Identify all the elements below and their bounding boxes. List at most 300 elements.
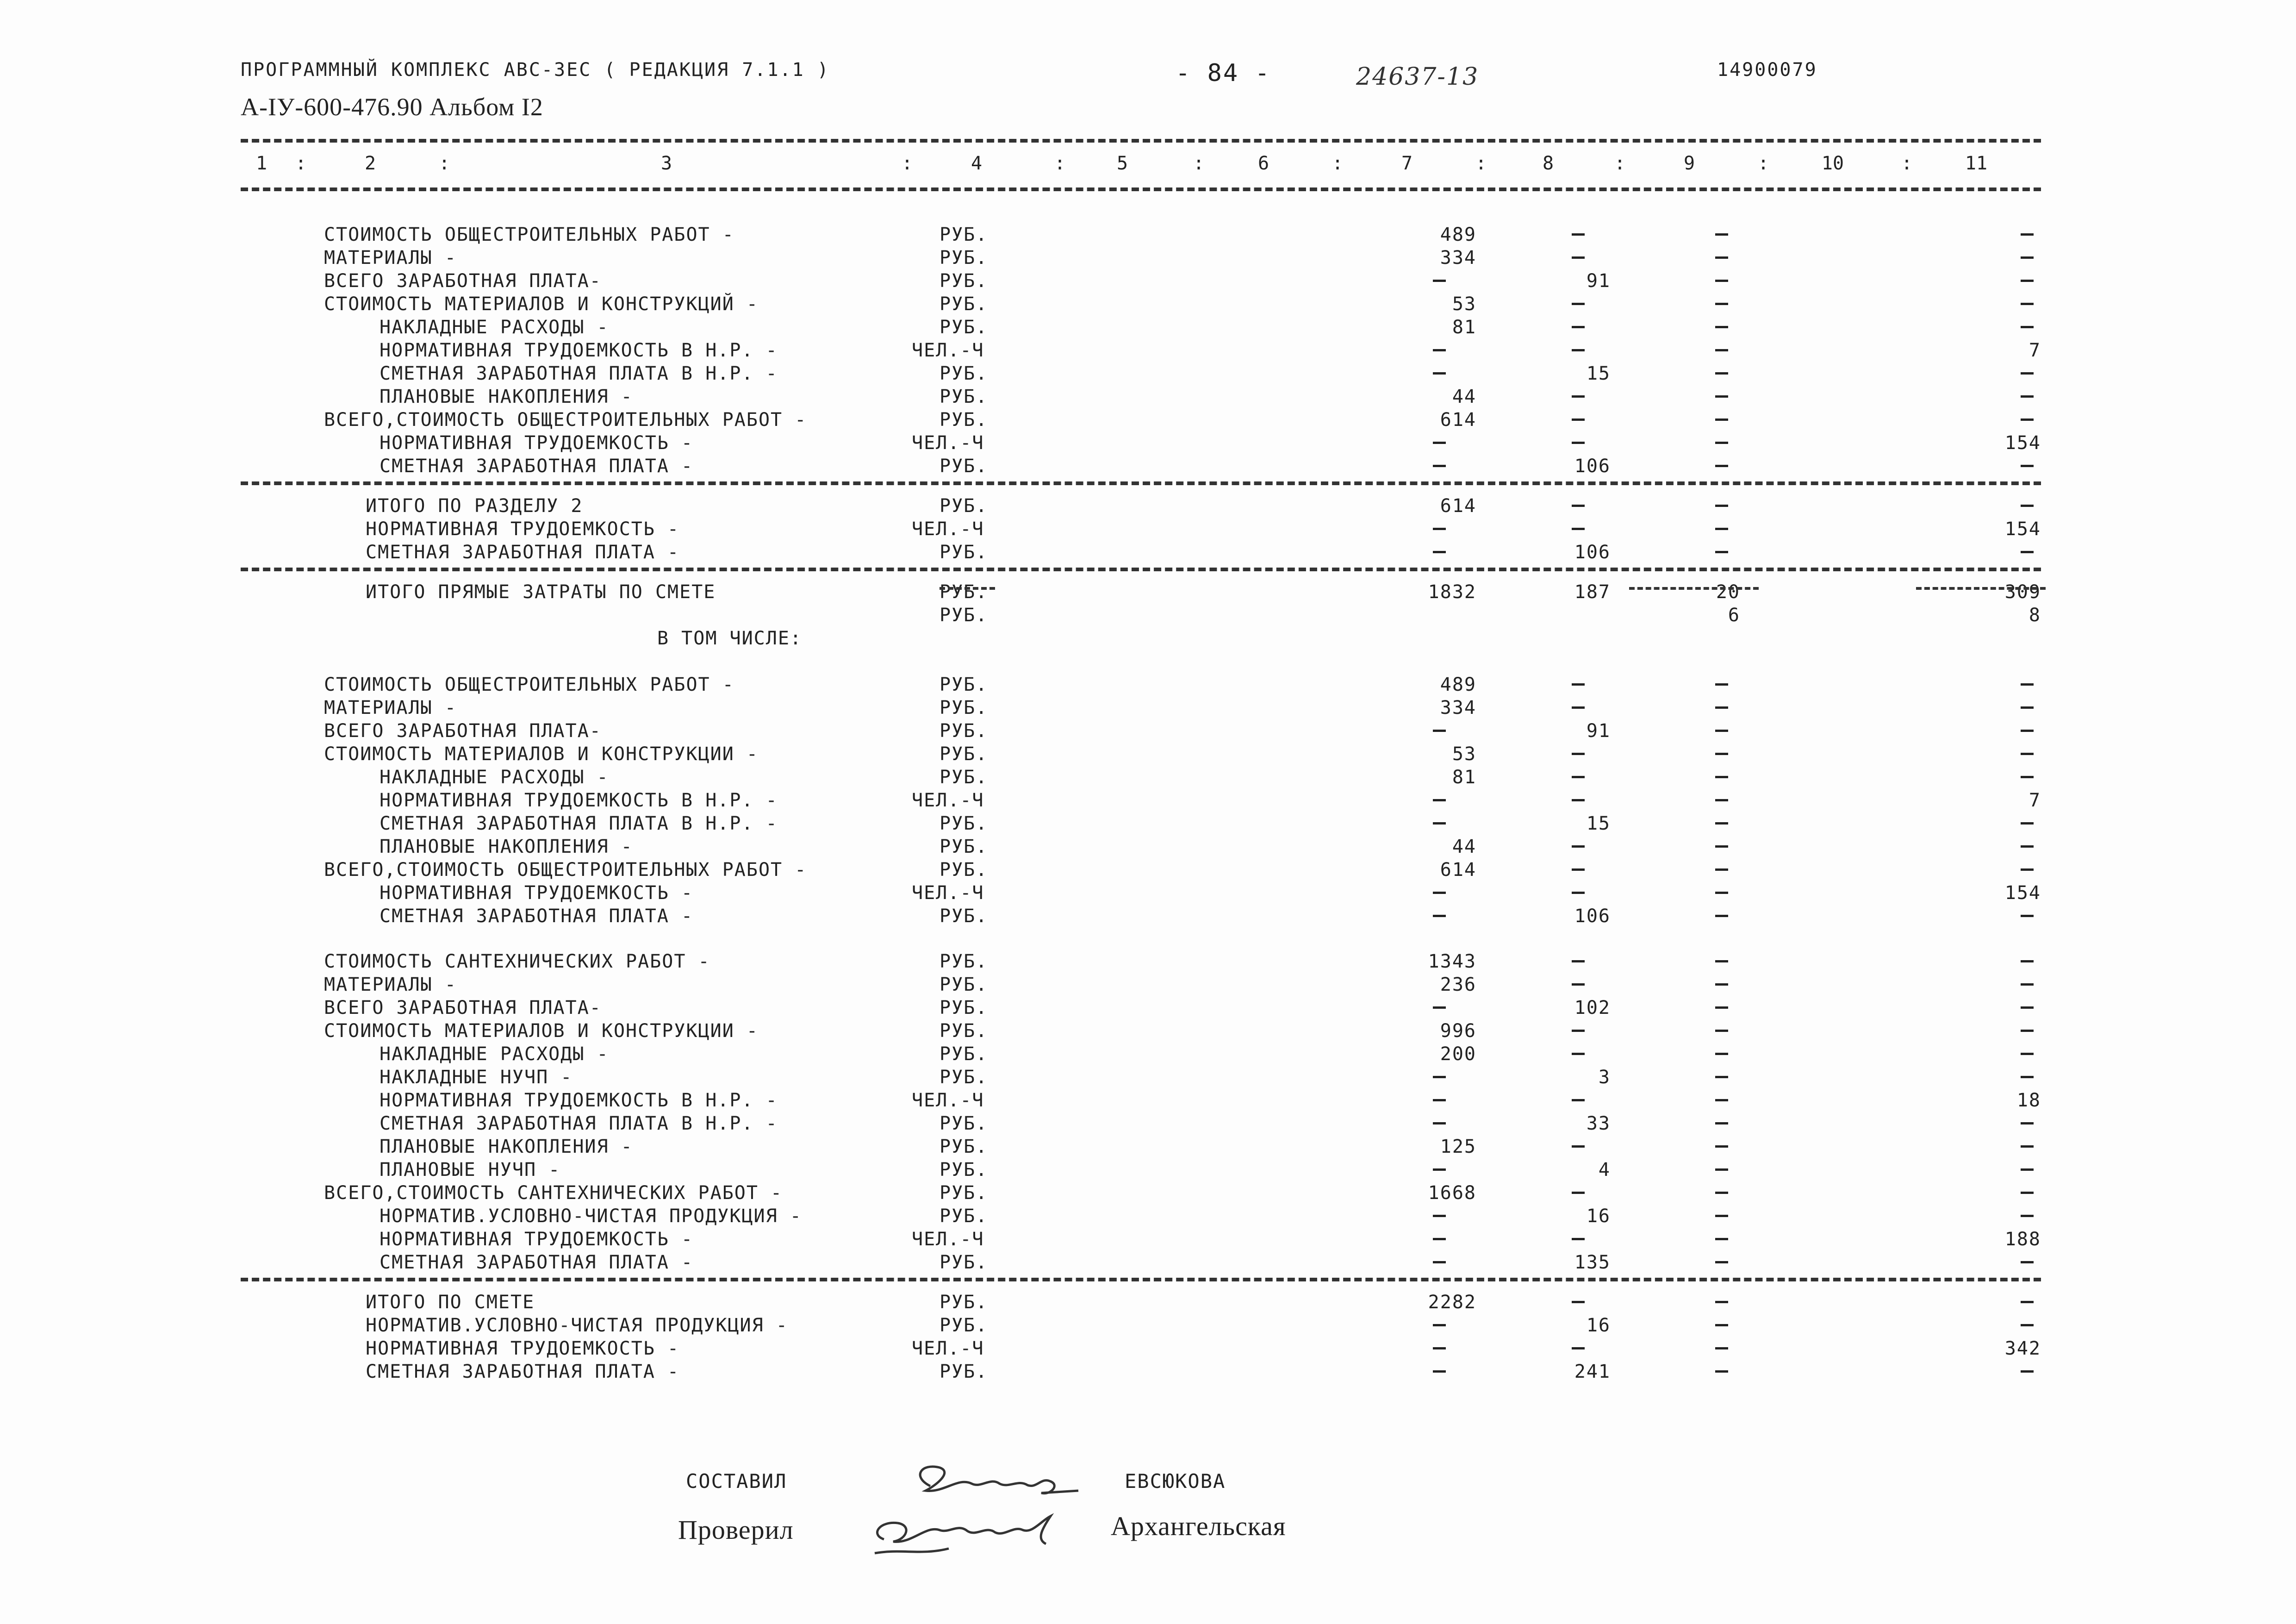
section-rule bbox=[241, 568, 2041, 571]
row-c11-dash bbox=[2021, 730, 2034, 732]
row-c9-dash bbox=[1715, 753, 1728, 755]
row-c11-dash bbox=[2021, 1053, 2034, 1055]
row-label: ВСЕГО,СТОИМОСТЬ ОБЩЕСТРОИТЕЛЬНЫХ РАБОТ - bbox=[324, 859, 807, 881]
sostavil-name: ЕВСЮКОВА bbox=[1125, 1470, 1226, 1493]
row-unit: РУБ. bbox=[940, 581, 988, 603]
column-number: 9 bbox=[1683, 153, 1695, 174]
row-c11: 154 bbox=[2004, 518, 2041, 540]
row-c8: 102 bbox=[1574, 997, 1611, 1018]
row-c8-dash bbox=[1572, 1238, 1585, 1240]
row-c7-dash bbox=[1433, 372, 1446, 375]
row-unit: РУБ. bbox=[940, 836, 988, 857]
row-c11-dash bbox=[2021, 753, 2034, 755]
row-c7: 614 bbox=[1440, 859, 1476, 881]
svg-text:Евсюкова: Евсюкова bbox=[902, 1458, 905, 1459]
row-label: НОРМАТИВНАЯ ТРУДОЕМКОСТЬ - bbox=[380, 432, 694, 454]
row-label: СМЕТНАЯ ЗАРАБОТНАЯ ПЛАТА - bbox=[380, 906, 694, 927]
row-c8-dash bbox=[1572, 799, 1585, 801]
row-label: НОРМАТИВНАЯ ТРУДОЕМКОСТЬ - bbox=[380, 882, 694, 904]
row-c9-dash bbox=[1715, 372, 1728, 375]
row-unit: ЧЕЛ.-Ч bbox=[912, 432, 984, 454]
row-c8-dash bbox=[1572, 256, 1585, 259]
row-unit: РУБ. bbox=[940, 1067, 988, 1088]
row-c8-dash bbox=[1572, 706, 1585, 709]
row-unit: РУБ. bbox=[940, 906, 988, 927]
column-separator: : bbox=[1332, 153, 1344, 174]
column-separator: : bbox=[438, 153, 450, 174]
column-separator: : bbox=[1901, 153, 1913, 174]
row-c8: 106 bbox=[1574, 906, 1611, 927]
row-c8: 106 bbox=[1574, 456, 1611, 477]
row-c11-dash bbox=[2021, 706, 2034, 709]
row-unit: РУБ. bbox=[940, 409, 988, 431]
row-c7-dash bbox=[1433, 1099, 1446, 1101]
row-c9-dash bbox=[1715, 1076, 1728, 1078]
row-c9-dash bbox=[1715, 1215, 1728, 1217]
row-unit: РУБ. bbox=[940, 605, 988, 626]
row-label: НОРМАТИВНАЯ ТРУДОЕМКОСТЬ В Н.Р. - bbox=[380, 790, 778, 811]
row-unit: РУБ. bbox=[940, 1113, 988, 1134]
row-c7-dash bbox=[1433, 1370, 1446, 1373]
row-label: НАКЛАДНЫЕ НУЧП - bbox=[380, 1067, 573, 1088]
row-c9-dash bbox=[1715, 280, 1728, 282]
row-c7: 334 bbox=[1440, 247, 1476, 269]
row-c7: 44 bbox=[1452, 386, 1476, 407]
row-c11-dash bbox=[2021, 1168, 2034, 1171]
row-c7-dash bbox=[1433, 892, 1446, 894]
row-c8-dash bbox=[1572, 303, 1585, 305]
row-c9-dash bbox=[1715, 776, 1728, 778]
row-c7-dash bbox=[1433, 551, 1446, 553]
row-c7-dash bbox=[1433, 799, 1446, 801]
row-unit: РУБ. bbox=[940, 767, 988, 788]
row-c8-dash bbox=[1572, 418, 1585, 421]
row-c8-dash bbox=[1572, 528, 1585, 530]
row-label: СТОИМОСТЬ МАТЕРИАЛОВ И КОНСТРУКЦИИ - bbox=[324, 743, 759, 765]
c9-underline bbox=[1629, 587, 1759, 590]
column-separator: : bbox=[1193, 153, 1205, 174]
row-unit: РУБ. bbox=[940, 1182, 988, 1204]
row-unit: РУБ. bbox=[940, 720, 988, 742]
column-separator: : bbox=[1054, 153, 1066, 174]
row-c11-dash bbox=[2021, 233, 2034, 236]
column-number: 4 bbox=[971, 153, 983, 174]
row-c8-dash bbox=[1572, 868, 1585, 871]
row-label: МАТЕРИАЛЫ - bbox=[324, 247, 457, 269]
row-c11: 154 bbox=[2004, 882, 2041, 904]
row-c9-dash bbox=[1715, 1145, 1728, 1148]
row-label: СТОИМОСТЬ ОБЩЕСТРОИТЕЛЬНЫХ РАБОТ - bbox=[324, 674, 734, 695]
row-c9-dash bbox=[1715, 303, 1728, 305]
row-c11-dash bbox=[2021, 1145, 2034, 1148]
row-c8-dash bbox=[1572, 960, 1585, 962]
row-unit: РУБ. bbox=[940, 247, 988, 269]
row-c9-dash bbox=[1715, 528, 1728, 530]
row-c11-dash bbox=[2021, 845, 2034, 848]
row-label: МАТЕРИАЛЫ - bbox=[324, 697, 457, 718]
row-c11: 188 bbox=[2004, 1229, 2041, 1250]
row-c11: 342 bbox=[2004, 1338, 2041, 1359]
row-c9-dash bbox=[1715, 983, 1728, 986]
row-c11-dash bbox=[2021, 915, 2034, 917]
row-c11-dash bbox=[2021, 505, 2034, 507]
row-label: НОРМАТИВНАЯ ТРУДОЕМКОСТЬ В Н.Р. - bbox=[380, 340, 778, 361]
row-c11-dash bbox=[2021, 1006, 2034, 1009]
row-c8-dash bbox=[1572, 349, 1585, 351]
row-unit: РУБ. bbox=[940, 224, 988, 245]
sostavil-signature bbox=[902, 1458, 1097, 1509]
row-unit: РУБ. bbox=[940, 674, 988, 695]
row-c8: 33 bbox=[1586, 1113, 1611, 1134]
row-unit: РУБ. bbox=[940, 951, 988, 972]
row-unit: РУБ. bbox=[940, 294, 988, 315]
row-unit: РУБ. bbox=[940, 1020, 988, 1042]
column-separator: : bbox=[901, 153, 913, 174]
column-number: 11 bbox=[1965, 153, 1988, 174]
row-c8: 15 bbox=[1586, 363, 1611, 384]
row-unit: РУБ. bbox=[940, 1136, 988, 1157]
row-c11-dash bbox=[2021, 1301, 2034, 1303]
column-number: 2 bbox=[364, 153, 376, 174]
row-c11-dash bbox=[2021, 1370, 2034, 1373]
column-number: 3 bbox=[660, 153, 672, 174]
row-unit: РУБ. bbox=[940, 697, 988, 718]
row-c7: 334 bbox=[1440, 697, 1476, 718]
proveril-signature bbox=[865, 1502, 1088, 1562]
column-number: 7 bbox=[1401, 153, 1413, 174]
row-c9-dash bbox=[1715, 892, 1728, 894]
row-c7-dash bbox=[1433, 465, 1446, 467]
row-c7: 489 bbox=[1440, 224, 1476, 245]
row-label: НОРМАТИВ.УСЛОВНО-ЧИСТАЯ ПРОДУКЦИЯ - bbox=[366, 1315, 788, 1336]
row-label: СМЕТНАЯ ЗАРАБОТНАЯ ПЛАТА В Н.Р. - bbox=[380, 363, 778, 384]
row-c8: 3 bbox=[1598, 1067, 1611, 1088]
row-unit: РУБ. bbox=[940, 1315, 988, 1336]
row-label: СТОИМОСТЬ МАТЕРИАЛОВ И КОНСТРУКЦИЙ - bbox=[324, 294, 759, 315]
row-c8-dash bbox=[1572, 1099, 1585, 1101]
row-c9-dash bbox=[1715, 730, 1728, 732]
row-c11: 309 bbox=[2004, 581, 2041, 603]
row-c11-dash bbox=[2021, 326, 2034, 328]
row-unit: РУБ. bbox=[940, 386, 988, 407]
row-label: ВСЕГО ЗАРАБОТНАЯ ПЛАТА- bbox=[324, 997, 602, 1018]
row-c11: 8 bbox=[2028, 605, 2041, 626]
row-label: СТОИМОСТЬ САНТЕХНИЧЕСКИХ РАБОТ - bbox=[324, 951, 710, 972]
row-label: ВСЕГО ЗАРАБОТНАЯ ПЛАТА- bbox=[324, 270, 602, 292]
row-c8-dash bbox=[1572, 233, 1585, 236]
row-c11-dash bbox=[2021, 372, 2034, 375]
row-c8: 16 bbox=[1586, 1206, 1611, 1227]
row-c9-dash bbox=[1715, 915, 1728, 917]
row-unit: РУБ. bbox=[940, 542, 988, 563]
column-number: 6 bbox=[1257, 153, 1269, 174]
row-c11: 7 bbox=[2028, 790, 2041, 811]
row-c8-dash bbox=[1572, 1301, 1585, 1303]
row-c11-dash bbox=[2021, 1215, 2034, 1217]
row-c9-dash bbox=[1715, 1370, 1728, 1373]
row-c9-dash bbox=[1715, 1261, 1728, 1263]
row-c8-dash bbox=[1572, 442, 1585, 444]
row-c7-dash bbox=[1433, 1122, 1446, 1124]
row-c11-dash bbox=[2021, 1192, 2034, 1194]
row-label: НОРМАТИВ.УСЛОВНО-ЧИСТАЯ ПРОДУКЦИЯ - bbox=[380, 1206, 802, 1227]
row-c8: 187 bbox=[1574, 581, 1611, 603]
row-c11-dash bbox=[2021, 256, 2034, 259]
row-c7: 1668 bbox=[1428, 1182, 1476, 1204]
row-unit: ЧЕЛ.-Ч bbox=[912, 882, 984, 904]
row-label: НОРМАТИВНАЯ ТРУДОЕМКОСТЬ В Н.Р. - bbox=[380, 1090, 778, 1111]
row-label: НАКЛАДНЫЕ РАСХОДЫ - bbox=[380, 767, 609, 788]
row-unit: ЧЕЛ.-Ч bbox=[912, 518, 984, 540]
row-label: ИТОГО ПО СМЕТЕ bbox=[366, 1292, 535, 1313]
row-unit: ЧЕЛ.-Ч bbox=[912, 1338, 984, 1359]
row-c8-dash bbox=[1572, 1192, 1585, 1194]
row-c7-dash bbox=[1433, 1168, 1446, 1171]
row-label: МАТЕРИАЛЫ - bbox=[324, 974, 457, 995]
c11-underline bbox=[1916, 587, 2046, 590]
row-c8-dash bbox=[1572, 983, 1585, 986]
row-label: СМЕТНАЯ ЗАРАБОТНАЯ ПЛАТА - bbox=[380, 456, 694, 477]
row-c8: 135 bbox=[1574, 1252, 1611, 1273]
row-unit: РУБ. bbox=[940, 743, 988, 765]
row-label: ПЛАНОВЫЕ НАКОПЛЕНИЯ - bbox=[380, 386, 633, 407]
row-unit: РУБ. bbox=[940, 1361, 988, 1382]
row-label: ВСЕГО ЗАРАБОТНАЯ ПЛАТА- bbox=[324, 720, 602, 742]
svg-text:Архангельская: Архангельская bbox=[865, 1502, 869, 1503]
row-c9-dash bbox=[1715, 1168, 1728, 1171]
row-c11-dash bbox=[2021, 551, 2034, 553]
row-unit: РУБ. bbox=[940, 1043, 988, 1065]
handwritten-ref: 24637-13 bbox=[1356, 63, 1479, 91]
proveril-name: Архангельская bbox=[1111, 1511, 1286, 1541]
row-c8: 91 bbox=[1586, 270, 1611, 292]
row-c7: 44 bbox=[1452, 836, 1476, 857]
row-label: СМЕТНАЯ ЗАРАБОТНАЯ ПЛАТА В Н.Р. - bbox=[380, 813, 778, 834]
header-rule-bottom bbox=[241, 187, 2041, 191]
row-unit: РУБ. bbox=[940, 974, 988, 995]
column-number: 5 bbox=[1116, 153, 1128, 174]
row-label: ПЛАНОВЫЕ НУЧП - bbox=[380, 1159, 561, 1181]
row-c9-dash bbox=[1715, 799, 1728, 801]
row-c7-dash bbox=[1433, 1006, 1446, 1009]
row-c7: 1832 bbox=[1428, 581, 1476, 603]
column-number: 1 bbox=[255, 153, 268, 174]
row-c9-dash bbox=[1715, 868, 1728, 871]
row-label: НОРМАТИВНАЯ ТРУДОЕМКОСТЬ - bbox=[380, 1229, 694, 1250]
row-c7-dash bbox=[1433, 1076, 1446, 1078]
row-c9-dash bbox=[1715, 1192, 1728, 1194]
row-c9-dash bbox=[1715, 683, 1728, 686]
row-c7-dash bbox=[1433, 528, 1446, 530]
row-c11-dash bbox=[2021, 465, 2034, 467]
row-unit: ЧЕЛ.-Ч bbox=[912, 1229, 984, 1250]
sostavil-label: СОСТАВИЛ bbox=[686, 1470, 787, 1493]
row-c9-dash bbox=[1715, 1099, 1728, 1101]
row-c11-dash bbox=[2021, 1030, 2034, 1032]
row-c9-dash bbox=[1715, 505, 1728, 507]
row-c11-dash bbox=[2021, 280, 2034, 282]
row-c7-dash bbox=[1433, 442, 1446, 444]
document-code: 14900079 bbox=[1717, 59, 1817, 81]
row-c9-dash bbox=[1715, 349, 1728, 351]
row-c7: 1343 bbox=[1428, 951, 1476, 972]
row-label: СТОИМОСТЬ ОБЩЕСТРОИТЕЛЬНЫХ РАБОТ - bbox=[324, 224, 734, 245]
row-c7: 81 bbox=[1452, 767, 1476, 788]
row-c8-dash bbox=[1572, 683, 1585, 686]
row-unit: ЧЕЛ.-Ч bbox=[912, 340, 984, 361]
row-unit: ЧЕЛ.-Ч bbox=[912, 1090, 984, 1111]
row-unit: РУБ. bbox=[940, 1292, 988, 1313]
row-c7: 53 bbox=[1452, 743, 1476, 765]
row-c7: 614 bbox=[1440, 409, 1476, 431]
row-unit: РУБ. bbox=[940, 1206, 988, 1227]
page-number: - 84 - bbox=[1176, 59, 1271, 87]
row-unit: РУБ. bbox=[940, 997, 988, 1018]
row-c8-dash bbox=[1572, 505, 1585, 507]
row-c7: 200 bbox=[1440, 1043, 1476, 1065]
row-c9-dash bbox=[1715, 465, 1728, 467]
row-c8-dash bbox=[1572, 892, 1585, 894]
row-label: ИТОГО ПО РАЗДЕЛУ 2 bbox=[366, 495, 583, 517]
column-number: 8 bbox=[1542, 153, 1554, 174]
row-label: ПЛАНОВЫЕ НАКОПЛЕНИЯ - bbox=[380, 836, 633, 857]
row-c9: 20 bbox=[1716, 581, 1740, 603]
row-c8-dash bbox=[1572, 845, 1585, 848]
row-c8-dash bbox=[1572, 1347, 1585, 1349]
row-unit: РУБ. bbox=[940, 456, 988, 477]
row-c9-dash bbox=[1715, 442, 1728, 444]
row-c7-dash bbox=[1433, 915, 1446, 917]
row-c8-dash bbox=[1572, 753, 1585, 755]
row-c7: 125 bbox=[1440, 1136, 1476, 1157]
row-c11-dash bbox=[2021, 822, 2034, 824]
column-separator: : bbox=[1475, 153, 1487, 174]
row-c9-dash bbox=[1715, 706, 1728, 709]
row-c11-dash bbox=[2021, 395, 2034, 398]
unit-underline bbox=[940, 587, 995, 590]
row-c11-dash bbox=[2021, 1261, 2034, 1263]
row-c7-dash bbox=[1433, 349, 1446, 351]
row-c7: 236 bbox=[1440, 974, 1476, 995]
row-c9-dash bbox=[1715, 551, 1728, 553]
row-c8-dash bbox=[1572, 776, 1585, 778]
row-unit: РУБ. bbox=[940, 317, 988, 338]
row-c7: 53 bbox=[1452, 294, 1476, 315]
section-rule bbox=[241, 1278, 2041, 1281]
row-c9-dash bbox=[1715, 1238, 1728, 1240]
row-unit: РУБ. bbox=[940, 363, 988, 384]
row-c7-dash bbox=[1433, 1324, 1446, 1326]
row-unit: ЧЕЛ.-Ч bbox=[912, 790, 984, 811]
row-c7-dash bbox=[1433, 1347, 1446, 1349]
row-c8: 106 bbox=[1574, 542, 1611, 563]
row-c7: 614 bbox=[1440, 495, 1476, 517]
row-c11: 154 bbox=[2004, 432, 2041, 454]
row-c9-dash bbox=[1715, 845, 1728, 848]
row-c8-dash bbox=[1572, 1030, 1585, 1032]
row-c11: 18 bbox=[2016, 1090, 2041, 1111]
row-c9-dash bbox=[1715, 960, 1728, 962]
row-c8: 4 bbox=[1598, 1159, 1611, 1181]
row-label: ВСЕГО,СТОИМОСТЬ САНТЕХНИЧЕСКИХ РАБОТ - bbox=[324, 1182, 783, 1204]
row-c7-dash bbox=[1433, 822, 1446, 824]
row-label: НАКЛАДНЫЕ РАСХОДЫ - bbox=[380, 1043, 609, 1065]
row-c9-dash bbox=[1715, 1053, 1728, 1055]
row-c9-dash bbox=[1715, 395, 1728, 398]
row-label: СМЕТНАЯ ЗАРАБОТНАЯ ПЛАТА - bbox=[380, 1252, 694, 1273]
row-c8: 16 bbox=[1586, 1315, 1611, 1336]
column-separator: : bbox=[295, 153, 307, 174]
row-c7: 996 bbox=[1440, 1020, 1476, 1042]
row-unit: РУБ. bbox=[940, 1252, 988, 1273]
in-tom-chisle-label: В ТОМ ЧИСЛЕ: bbox=[657, 628, 802, 649]
row-c11-dash bbox=[2021, 868, 2034, 871]
row-c8-dash bbox=[1572, 1145, 1585, 1148]
row-c7-dash bbox=[1433, 1261, 1446, 1263]
header-rule-top bbox=[241, 139, 2041, 143]
row-c11-dash bbox=[2021, 303, 2034, 305]
row-c11-dash bbox=[2021, 1122, 2034, 1124]
row-label: ВСЕГО,СТОИМОСТЬ ОБЩЕСТРОИТЕЛЬНЫХ РАБОТ - bbox=[324, 409, 807, 431]
row-unit: РУБ. bbox=[940, 859, 988, 881]
row-c11-dash bbox=[2021, 683, 2034, 686]
row-label: НАКЛАДНЫЕ РАСХОДЫ - bbox=[380, 317, 609, 338]
section-rule bbox=[241, 481, 2041, 485]
row-c7-dash bbox=[1433, 1238, 1446, 1240]
row-c9-dash bbox=[1715, 418, 1728, 421]
row-c8-dash bbox=[1572, 1053, 1585, 1055]
row-c9-dash bbox=[1715, 822, 1728, 824]
row-c9-dash bbox=[1715, 1006, 1728, 1009]
row-c11: 7 bbox=[2028, 340, 2041, 361]
row-c8: 91 bbox=[1586, 720, 1611, 742]
row-unit: РУБ. bbox=[940, 1159, 988, 1181]
row-c11-dash bbox=[2021, 418, 2034, 421]
row-label: НОРМАТИВНАЯ ТРУДОЕМКОСТЬ - bbox=[366, 518, 680, 540]
row-c9-dash bbox=[1715, 1324, 1728, 1326]
row-label: ИТОГО ПРЯМЫЕ ЗАТРАТЫ ПО СМЕТЕ bbox=[366, 581, 716, 603]
row-c11-dash bbox=[2021, 776, 2034, 778]
column-number: 10 bbox=[1821, 153, 1844, 174]
row-c9: 6 bbox=[1728, 605, 1740, 626]
row-c9-dash bbox=[1715, 1030, 1728, 1032]
row-c8: 241 bbox=[1574, 1361, 1611, 1382]
row-c7: 489 bbox=[1440, 674, 1476, 695]
row-c9-dash bbox=[1715, 326, 1728, 328]
row-unit: РУБ. bbox=[940, 270, 988, 292]
row-label: СМЕТНАЯ ЗАРАБОТНАЯ ПЛАТА - bbox=[366, 542, 680, 563]
row-c11-dash bbox=[2021, 960, 2034, 962]
row-label: ПЛАНОВЫЕ НАКОПЛЕНИЯ - bbox=[380, 1136, 633, 1157]
row-c9-dash bbox=[1715, 233, 1728, 236]
row-c9-dash bbox=[1715, 1301, 1728, 1303]
row-c9-dash bbox=[1715, 1347, 1728, 1349]
row-c7-dash bbox=[1433, 1215, 1446, 1217]
row-c8-dash bbox=[1572, 395, 1585, 398]
proveril-label: Проверил bbox=[678, 1515, 794, 1545]
row-c8-dash bbox=[1572, 326, 1585, 328]
row-c11-dash bbox=[2021, 1076, 2034, 1078]
row-c7: 81 bbox=[1452, 317, 1476, 338]
row-label: СМЕТНАЯ ЗАРАБОТНАЯ ПЛАТА - bbox=[366, 1361, 680, 1382]
row-c11-dash bbox=[2021, 1324, 2034, 1326]
row-c7-dash bbox=[1433, 730, 1446, 732]
row-unit: РУБ. bbox=[940, 813, 988, 834]
program-header: ПРОГРАММНЫЙ КОМПЛЕКС АВС-3ЕС ( РЕДАКЦИЯ 7.1.1 ) bbox=[241, 59, 830, 81]
row-label: НОРМАТИВНАЯ ТРУДОЕМКОСТЬ - bbox=[366, 1338, 680, 1359]
column-separator: : bbox=[1757, 153, 1769, 174]
row-c9-dash bbox=[1715, 256, 1728, 259]
